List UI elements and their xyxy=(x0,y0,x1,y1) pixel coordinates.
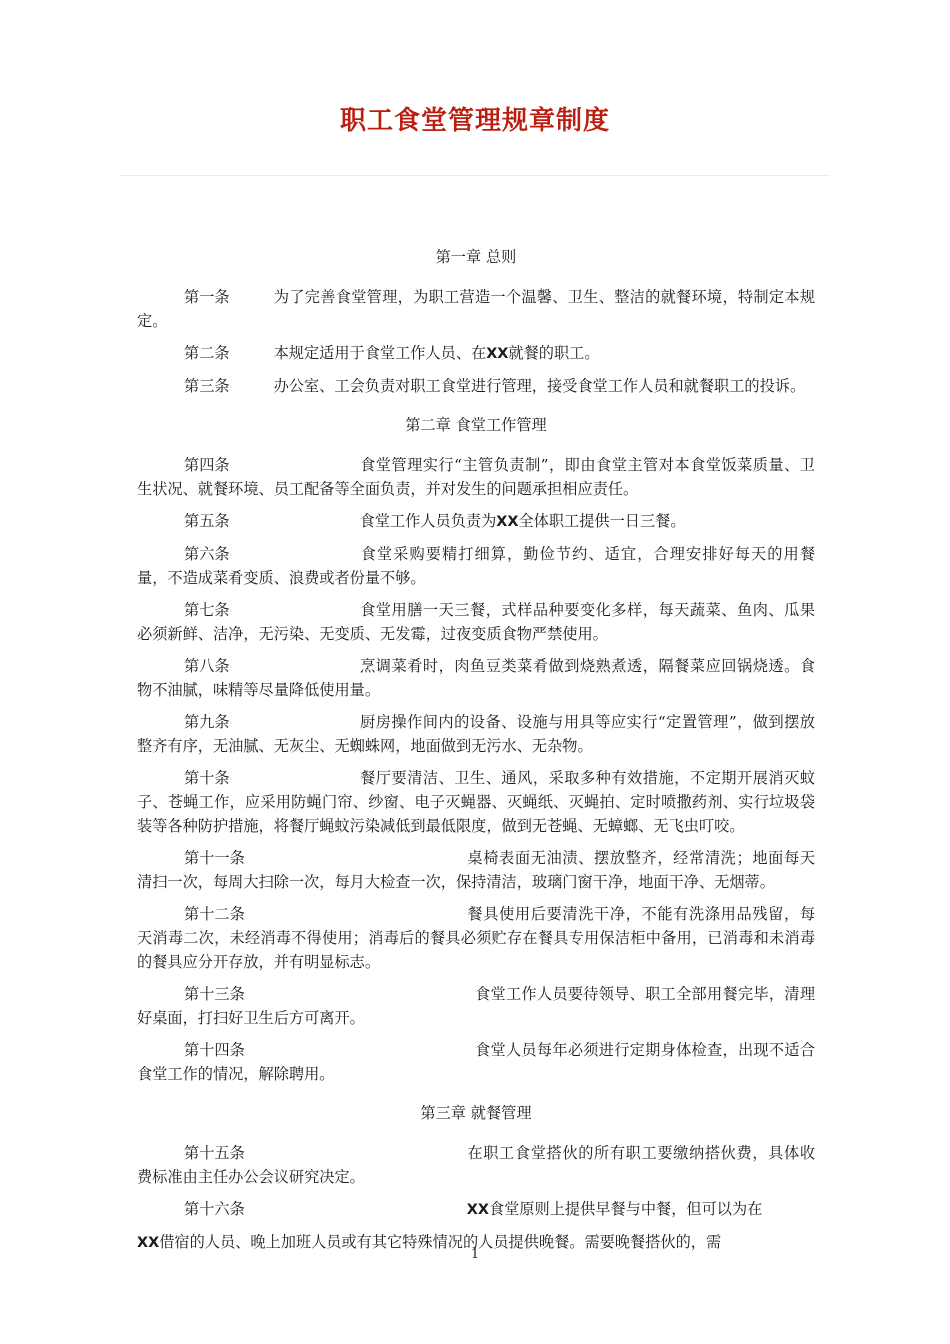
article-text-2b: 就餐的职工。 xyxy=(508,344,600,363)
article-8 xyxy=(137,650,815,706)
article-text-15: 在职工食堂搭伙的所有职工要缴纳搭伙费，具体收费标准由主任办公会议研究决定。 xyxy=(137,1144,815,1187)
article-text-3: 办公室、工会负责对职工食堂进行管理，接受食堂工作人员和就餐职工的投诉。 xyxy=(273,376,806,395)
article-label-10: 第十条 xyxy=(184,768,230,787)
article-label-14: 第十四条 xyxy=(184,1040,245,1059)
article-text-4: 食堂管理实行“主管负责制”，即由食堂主管对本食堂饭菜质量、卫生状况、就餐环境、员工配备等全面负责，并对发生的问题承担相应责任。 xyxy=(137,455,815,498)
article-label-6: 第六条 xyxy=(184,544,230,563)
article-label-3: 第三条 xyxy=(184,376,230,395)
article-text-14: 食堂人员每年必须进行定期身体检查，出现不适合食堂工作的情况，解除聘用。 xyxy=(137,1040,815,1083)
article-label-13: 第十三条 xyxy=(184,984,245,1003)
article-5 xyxy=(137,505,815,538)
article-1 xyxy=(137,281,815,337)
article-15 xyxy=(137,1137,815,1193)
article-label-4: 第四条 xyxy=(184,455,230,474)
article-label-12: 第十二条 xyxy=(184,904,245,923)
article-13 xyxy=(137,978,815,1034)
article-text-10: 餐厅要清洁、卫生、通风，采取多种有效措施，不定期开展消灭蚊子、苍蝇工作，应采用防蝇门帘、纱窗、电子灭蝇器、灭蝇纸、灭蝇拍、定时喷撒药剂、实行垃圾袋装等各种防护措施，将餐厅蝇蚊污染减低到最低限度，做到无苍蝇、无蟑螂、无飞虫叮咬。 xyxy=(137,768,815,835)
article-label-1: 第一条 xyxy=(184,288,230,307)
article-text-1: 为了完善食堂管理，为职工营造一个温馨、卫生、整洁的就餐环境，特制定本规定。 xyxy=(137,288,815,331)
article-label-15: 第十五条 xyxy=(184,1144,245,1163)
article-text-9: 厨房操作间内的设备、设施与用具等应实行“定置管理”，做到摆放整齐有序，无油腻、无灰尘、无蜘蛛网，地面做到无污水、无杂物。 xyxy=(137,712,815,755)
article-bold-5: XX xyxy=(496,513,519,530)
article-label-16: 第十六条 xyxy=(184,1200,245,1219)
article-text-6: 食堂采购要精打细算，勤俭节约、适宜，合理安排好每天的用餐量，不造成菜肴变质、浪费或者份量不够。 xyxy=(137,544,815,587)
article-7 xyxy=(137,594,815,650)
article-text-12: 餐具使用后要清洗干净，不能有洗涤用品残留，每天消毒二次，未经消毒不得使用；消毒后的餐具必须贮存在餐具专用保洁柜中备用，已消毒和未消毒的餐具应分开存放，并有明显标志。 xyxy=(137,904,815,971)
article-2 xyxy=(137,337,815,370)
article-10 xyxy=(137,762,815,842)
article-bold-2: XX xyxy=(486,346,509,363)
article-label-7: 第七条 xyxy=(184,600,230,619)
chapter-heading-1: 第一章 总则 xyxy=(435,248,517,267)
article-bold-16: XX xyxy=(466,1202,489,1219)
article-text-8: 烹调菜肴时，肉鱼豆类菜肴做到烧熟煮透，隔餐菜应回锅烧透。食物不油腻，味精等尽量降低使用量。 xyxy=(137,656,815,699)
article-text-2a: 本规定适用于食堂工作人员、在 xyxy=(273,344,487,363)
continuation-bold: XX xyxy=(137,1234,160,1251)
article-6 xyxy=(137,538,815,594)
article-12 xyxy=(137,898,815,978)
article-label-8: 第八条 xyxy=(184,656,230,675)
article-label-5: 第五条 xyxy=(184,511,230,530)
article-text-5a: 食堂工作人员负责为 xyxy=(359,511,497,530)
article-label-2: 第二条 xyxy=(184,344,230,363)
article-text-7: 食堂用膳一天三餐，式样品种要变化多样，每天蔬菜、鱼肉、瓜果必须新鲜、洁净，无污染、无变质、无发霉，过夜变质食物严禁使用。 xyxy=(137,600,815,643)
page-number: 1 xyxy=(470,1247,480,1262)
article-9 xyxy=(137,706,815,762)
document-body xyxy=(137,176,815,1258)
continuation-text: 借宿的人员、晚上加班人员或有其它特殊情况的人员提供晚餐。需要晚餐搭伙的，需 xyxy=(159,1232,722,1251)
article-label-9: 第九条 xyxy=(184,712,230,731)
chapter-heading-3: 第三章 就餐管理 xyxy=(420,1104,532,1123)
article-text-13: 食堂工作人员要待领导、职工全部用餐完毕，清理好桌面，打扫好卫生后方可离开。 xyxy=(137,984,815,1027)
article-11 xyxy=(137,842,815,898)
chapter-heading-2: 第二章 食堂工作管理 xyxy=(405,415,547,434)
article-14 xyxy=(137,1034,815,1090)
article-3 xyxy=(137,370,815,402)
article-text-11: 桌椅表面无油渍、摆放整齐，经常清洗；地面每天清扫一次，每周大扫除一次，每月大检查一次，保持清洁，玻璃门窗干净，地面干净、无烟蒂。 xyxy=(137,848,815,891)
article-16 xyxy=(137,1193,815,1226)
article-label-11: 第十一条 xyxy=(184,848,245,867)
article-4 xyxy=(137,449,815,505)
article-text-5b: 全体职工提供一日三餐。 xyxy=(518,511,686,530)
article-text-16b: 食堂原则上提供早餐与中餐，但可以为在 xyxy=(488,1200,763,1219)
page-title: 职工食堂管理规章制度 xyxy=(339,106,610,136)
